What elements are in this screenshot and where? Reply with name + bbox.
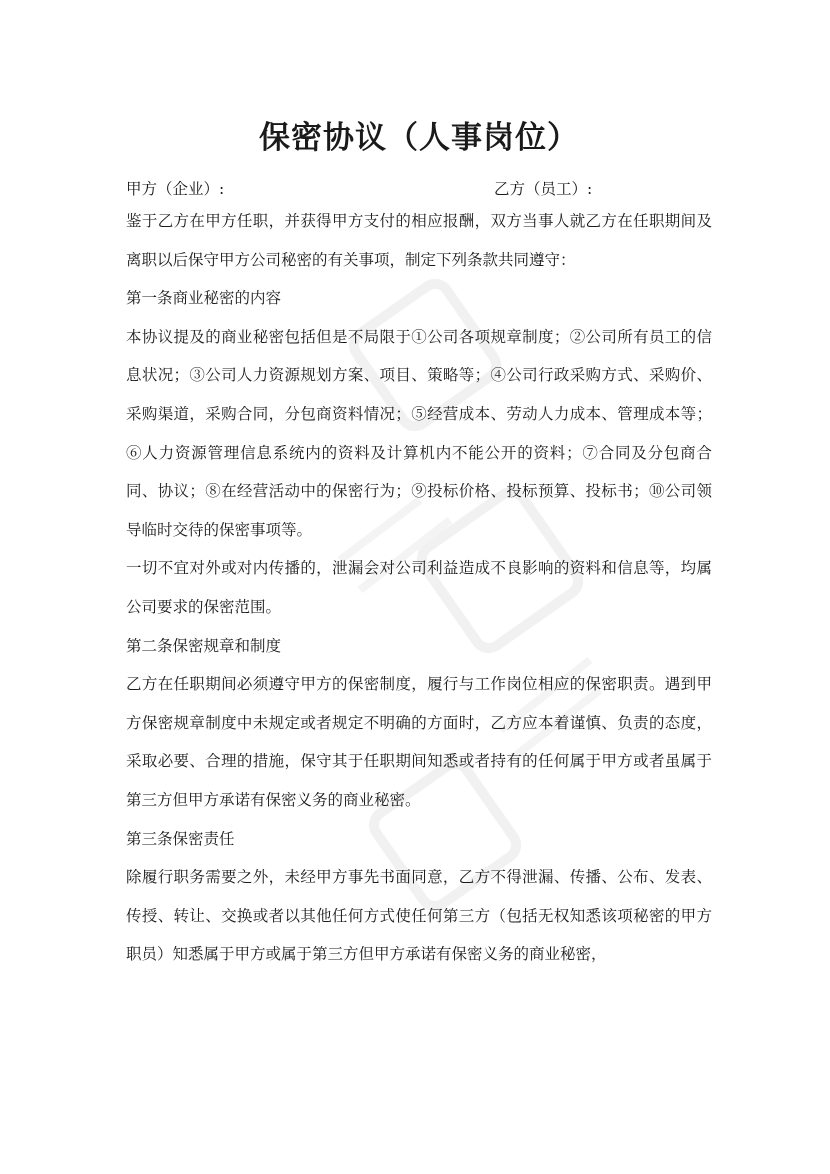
article-1-paragraph-1: 本协议提及的商业秘密包括但是不局限于①公司各项规章制度；②公司所有员工的信息状况；③公司人力资源规划方案、项目、策略等；④公司行政采购方式、采购价、采购渠道，采购合同，分包商资料情况；⑤经营成本、劳动人力成本、管理成本等；⑥人力资源管理信息系统内的资料及计算机内不能公开的资料；⑦合同及分包商合同、协议；⑧在经营活动中的保密行为；⑨投标价格、投标预算、投标书；⑩公司领导临时交待的保密事项等。 <box>126 327 712 539</box>
article-3-paragraph-1: 除履行职务需要之外，未经甲方事先书面同意，乙方不得泄漏、传播、公布、发表、传授、转让、交换或者以其他任何方式使任何第三方（包括无权知悉该项秘密的甲方职员）知悉属于甲方或属于第三方但甲方承诺有保密义务的商业秘密， <box>126 868 712 964</box>
article-1-heading: 第一条商业秘密的内容 <box>126 289 282 308</box>
party-b-label: 乙方（员工）: <box>494 180 593 198</box>
party-a-label: 甲方（企业）: <box>126 180 225 198</box>
parties-line <box>126 178 712 200</box>
document-title: 保密协议（人事岗位） <box>259 120 579 156</box>
article-2-heading: 第二条保密规章和制度 <box>126 636 282 655</box>
article-2-paragraph-1: 乙方在任职期间必须遵守甲方的保密制度，履行与工作岗位相应的保密职责。遇到甲方保密规章制度中未规定或者规定不明确的方面时，乙方应本着谨慎、负责的态度，采取必要、合理的措施，保守其于任职期间知悉或者持有的任何属于甲方或者虽属于第三方但甲方承诺有保密义务的商业秘密。 <box>126 675 712 809</box>
preamble-paragraph: 鉴于乙方在甲方任职，并获得甲方支付的相应报酬，双方当事人就乙方在任职期间及离职以后保守甲方公司秘密的有关事项，制定下列条款共同遵守： <box>126 212 712 269</box>
document-body <box>126 202 712 974</box>
article-1-paragraph-2: 一切不宜对外或对内传播的，泄漏会对公司利益造成不良影响的资料和信息等，均属公司要求的保密范围。 <box>126 559 712 616</box>
article-3-heading: 第三条保密责任 <box>126 829 235 848</box>
